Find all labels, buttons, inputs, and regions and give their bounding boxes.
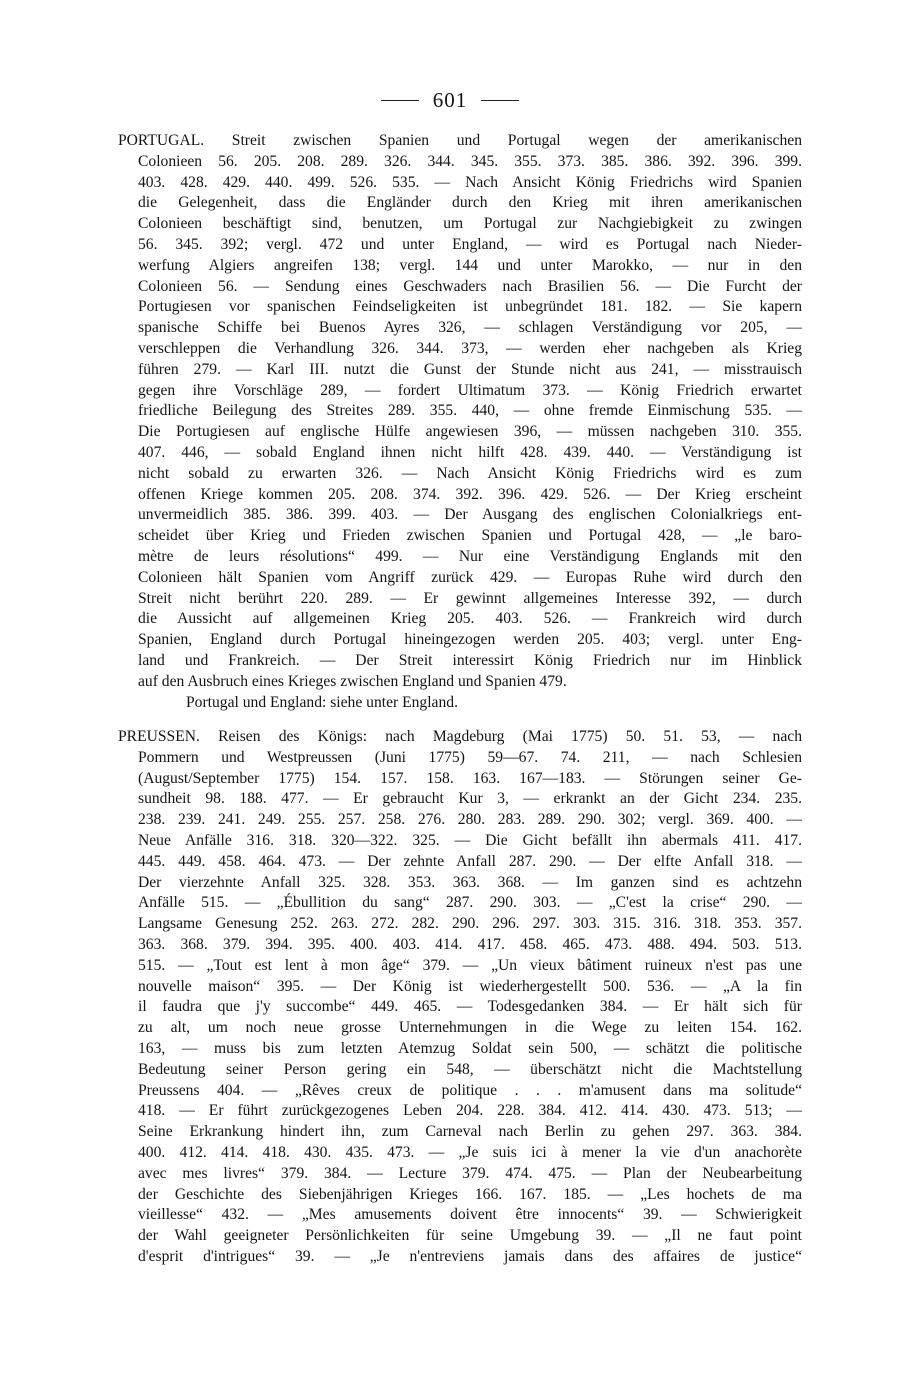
- entry-line: friedliche Beilegung des Streites 289. 355. 440, — ohne fremde Einmischung 535. —: [138, 402, 802, 420]
- entry-line: unvermeidlich 385. 386. 399. 403. — Der Ausgang des englischen Colonialkriegs ent-: [138, 506, 802, 524]
- entry-line: nouvelle maison“ 395. — Der König ist wiederhergestellt 500. 536. — „A la fin: [138, 977, 802, 995]
- entry-line: 407. 446, — sobald England ihnen nicht hilft 428. 439. 440. — Verständigung ist: [138, 443, 802, 461]
- entry-line: (August/September 1775) 154. 157. 158. 163. 167—183. — Störungen seiner Ge-: [138, 769, 802, 787]
- entry-line: Colonieen 56. 205. 208. 289. 326. 344. 345. 355. 373. 385. 386. 392. 396. 399.: [138, 152, 802, 170]
- entry-line: 403. 428. 429. 440. 499. 526. 535. — Nach Ansicht König Friedrichs wird Spanien: [138, 173, 802, 191]
- header-rule-right: [481, 100, 519, 101]
- entry-line: 163, — muss bis zum letzten Atemzug Soldat sein 500, — schätzt die politische: [138, 1039, 802, 1057]
- entry-line: Bedeutung seiner Person gering ein 548, — überschätzt nicht die Machtstellung: [138, 1060, 802, 1078]
- entry-line: Portugal und England: siehe unter England.: [186, 693, 458, 711]
- header-rule-left: [381, 100, 419, 101]
- entry-line: Portugiesen vor spanischen Feindseligkeiten ist unbegründet 181. 182. — Sie kapern: [138, 298, 802, 316]
- entry-line: Der vierzehnte Anfall 325. 328. 353. 363. 368. — Im ganzen sind es achtzehn: [138, 873, 802, 891]
- entry-line: Streit nicht berührt 220. 289. — Er gewinnt allgemeines Interesse 392, — durch: [138, 589, 802, 607]
- entry-line: Langsame Genesung 252. 263. 272. 282. 290. 296. 297. 303. 315. 316. 318. 353. 357.: [138, 915, 802, 933]
- entry-line: Preussens 404. — „Rêves creux de politique . . . m'amusent dans ma solitude“: [138, 1081, 802, 1099]
- entry-line: verschleppen die Verhandlung 326. 344. 373, — werden eher nachgeben als Krieg: [138, 339, 802, 357]
- index-entry-preussen: [118, 727, 802, 1268]
- entry-line: 238. 239. 241. 249. 255. 257. 258. 276. 280. 283. 289. 290. 302; vergl. 369. 400. —: [138, 811, 802, 829]
- entry-line: nicht sobald zu erwarten 326. — Nach Ansicht König Friedrichs wird es zum: [138, 464, 802, 482]
- entry-line: scheidet über Krieg und Frieden zwischen Spanien und Portugal 428, — „le baro-: [138, 527, 802, 545]
- entry-line: die Aussicht auf allgemeinen Krieg 205. 403. 526. — Frankreich wird durch: [138, 610, 802, 628]
- entry-line: d'esprit d'intrigues“ 39. — „Je n'entreviens jamais dans des affaires de justice“: [138, 1247, 802, 1265]
- entry-line: PORTUGAL. Streit zwischen Spanien und Portugal wegen der amerikanischen: [118, 132, 802, 149]
- entry-line: 56. 345. 392; vergl. 472 und unter England, — wird es Portugal nach Nieder-: [138, 235, 802, 253]
- entry-line: 445. 449. 458. 464. 473. — Der zehnte Anfall 287. 290. — Der elfte Anfall 318. —: [138, 852, 802, 870]
- entry-line: der Geschichte des Siebenjährigen Krieges 166. 167. 185. — „Les hochets de ma: [138, 1185, 802, 1203]
- entry-line: vieillesse“ 432. — „Mes amusements doivent être innocents“ 39. — Schwierigkeit: [138, 1206, 802, 1224]
- entry-line: gegen ihre Vorschläge 289, — fordert Ultimatum 373. — König Friedrich erwartet: [138, 381, 802, 399]
- entry-line: Colonieen hält Spanien vom Angriff zurück 429. — Europas Ruhe wird durch den: [138, 568, 802, 586]
- entry-line: spanische Schiffe bei Buenos Ayres 326, — schlagen Verständigung vor 205, —: [138, 319, 802, 337]
- entry-line: die Gelegenheit, dass die Engländer durch den Krieg mit ihren amerikanischen: [138, 194, 802, 212]
- entry-line: PREUSSEN. Reisen des Königs: nach Magdeburg (Mai 1775) 50. 51. 53, — nach: [118, 728, 802, 745]
- entry-line: 363. 368. 379. 394. 395. 400. 403. 414. 417. 458. 465. 473. 488. 494. 503. 513.: [138, 935, 802, 953]
- entry-line: land und Frankreich. — Der Streit interessirt König Friedrich nur im Hinblick: [138, 651, 802, 669]
- entry-line: auf den Ausbruch eines Krieges zwischen England und Spanien 479.: [138, 672, 567, 690]
- entry-line: Colonieen beschäftigt sind, benutzen, um Portugal zur Nachgiebigkeit zu zwingen: [138, 215, 802, 233]
- entry-line: 400. 412. 414. 418. 430. 435. 473. — „Je suis ici à mener la vie d'un anachorète: [138, 1143, 802, 1161]
- page-number: 601: [432, 88, 468, 113]
- entry-line: werfung Algiers angreifen 138; vergl. 144 und unter Marokko, — nur in den: [138, 256, 802, 274]
- entry-line: 515. — „Tout est lent à mon âge“ 379. — „Un vieux bâtiment ruineux n'est pas une: [138, 956, 802, 974]
- entry-line: Anfälle 515. — „Ébullition du sang“ 287. 290. 303. — „C'est la crise“ 290. —: [138, 894, 802, 912]
- entry-line: Pommern und Westpreussen (Juni 1775) 59—67. 74. 211, — nach Schlesien: [138, 748, 802, 766]
- entry-line: offenen Kriege kommen 205. 208. 374. 392. 396. 429. 526. — Der Krieg erscheint: [138, 485, 802, 503]
- entry-line: 418. — Er führt zurückgezogenes Leben 204. 228. 384. 412. 414. 430. 473. 513; —: [138, 1102, 802, 1120]
- entry-line: Colonieen 56. — Sendung eines Geschwaders nach Brasilien 56. — Die Furcht der: [138, 277, 802, 295]
- entry-line: il faudra que j'y succombe“ 449. 465. — Todesgedanken 384. — Er hält sich für: [138, 998, 802, 1016]
- entry-line: mètre de leurs résolutions“ 499. — Nur eine Verständigung Englands mit den: [138, 547, 802, 565]
- entry-line: führen 279. — Karl III. nutzt die Gunst der Stunde nicht aus 241, — misstrauisch: [138, 360, 802, 378]
- entry-line: avec mes livres“ 379. 384. — Lecture 379. 474. 475. — Plan der Neubearbeitung: [138, 1164, 802, 1182]
- entry-line: Spanien, England durch Portugal hineingezogen werden 205. 403; vergl. unter Eng-: [138, 631, 802, 649]
- index-entry-portugal: [118, 131, 802, 713]
- entry-line: der Wahl geeigneter Persönlichkeiten für seine Umgebung 39. — „Il ne faut point: [138, 1227, 802, 1245]
- entry-line: sundheit 98. 188. 477. — Er gebraucht Kur 3, — erkrankt an der Gicht 234. 235.: [138, 790, 802, 808]
- entry-line: Seine Erkrankung hindert ihn, zum Carneval nach Berlin zu gehen 297. 363. 384.: [138, 1123, 802, 1141]
- entry-line: Die Portugiesen auf englische Hülfe angewiesen 396, — müssen nachgeben 310. 355.: [138, 423, 802, 441]
- entry-line: Neue Anfälle 316. 318. 320—322. 325. — Die Gicht befällt ihn abermals 411. 417.: [138, 831, 802, 849]
- entry-line: zu alt, um noch neue grosse Unternehmungen in die Wege zu leiten 154. 162.: [138, 1019, 802, 1037]
- page-number-header: [0, 84, 900, 114]
